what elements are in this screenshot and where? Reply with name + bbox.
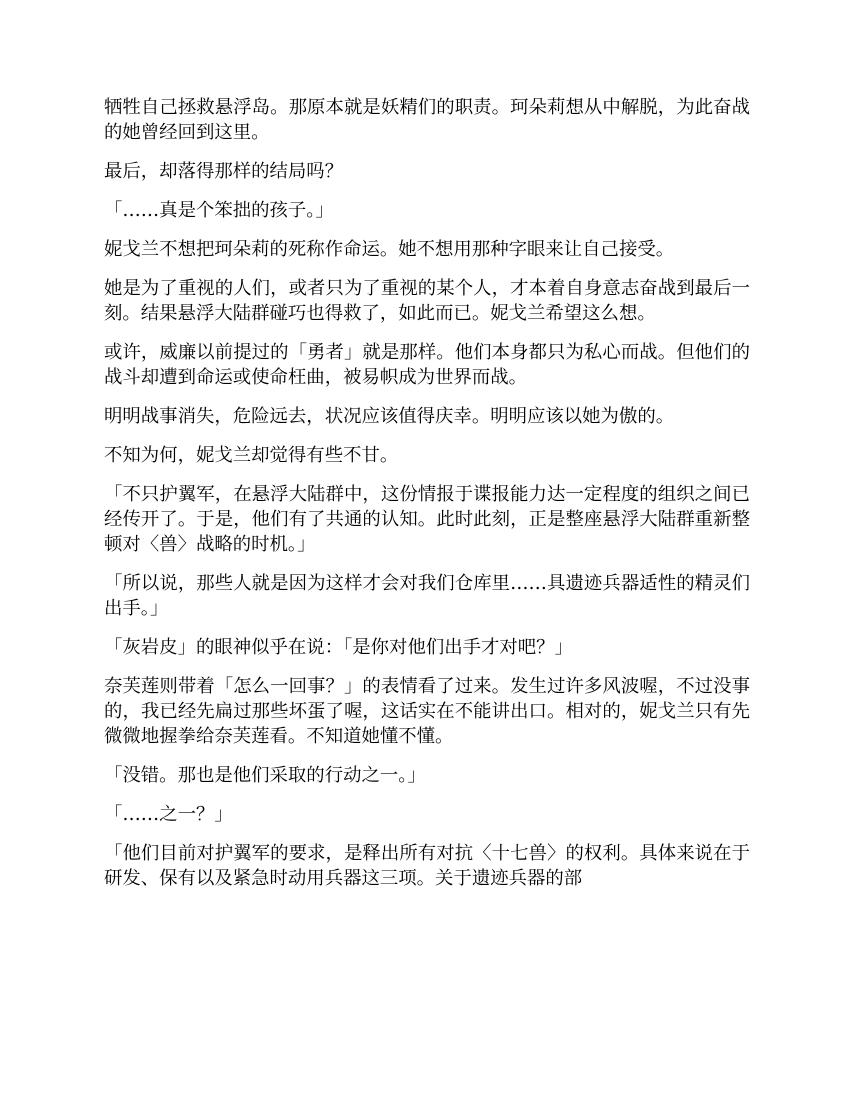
paragraph-5: 她是为了重视的人们，或者只为了重视的某个人，才本着自身意志奋战到最后一刻。结果悬浮大陆群碰巧也得救了，如此而已。妮戈兰希望这么想。 [104,278,750,324]
paragraph-1: 牺牲自己拯救悬浮岛。那原本就是妖精们的职责。珂朵莉想从中解脱，为此奋战的她曾经回到这里。 [104,97,750,143]
paragraph-11: 「灰岩皮」的眼神似乎在说：「是你对他们出手才对吧？」 [104,637,573,658]
paragraph-4: 妮戈兰不想把珂朵莉的死称作命运。她不想用那种字眼来让自己接受。 [104,239,675,260]
paragraph-8: 不知为何，妮戈兰却觉得有些不甘。 [104,445,399,466]
paragraph-12: 奈芙莲则带着「怎么一回事？」的表情看了过来。发生过许多风波喔，不过没事的，我已经先扁过那些坏蛋了喔，这话实在不能讲出口。相对的，妮戈兰只有先微微地握拳给奈芙莲看。不知道她懂不懂。 [104,676,750,747]
paragraph-9: 「不只护翼军，在悬浮大陆群中，这份情报于谍报能力达一定程度的组织之间已经传开了。于是，他们有了共通的认知。此时此刻，正是整座悬浮大陆群重新整顿对〈兽〉战略的时机。」 [104,484,750,555]
paragraph-3: 「……真是个笨拙的孩子。」 [104,200,334,221]
paragraph-13: 「没错。那也是他们采取的行动之一。」 [104,765,426,786]
paragraph-6: 或许，威廉以前提过的「勇者」就是那样。他们本身都只为私心而战。但他们的战斗却遭到命运或使命枉曲，被易帜成为世界而战。 [104,342,750,388]
paragraph-7: 明明战事消失，危险远去，状况应该值得庆幸。明明应该以她为傲的。 [104,406,675,427]
paragraph-14: 「……之一？」 [104,804,233,825]
paragraph-15: 「他们目前对护翼军的要求，是释出所有对抗〈十七兽〉的权利。具体来说在于研发、保有以及紧急时动用兵器这三项。关于遗迹兵器的部 [104,843,750,889]
paragraph-10: 「所以说，那些人就是因为这样才会对我们仓库里……具遗迹兵器适性的精灵们出手。」 [104,573,750,619]
paragraph-2: 最后，却落得那样的结局吗？ [104,161,344,182]
document-page [104,95,750,905]
